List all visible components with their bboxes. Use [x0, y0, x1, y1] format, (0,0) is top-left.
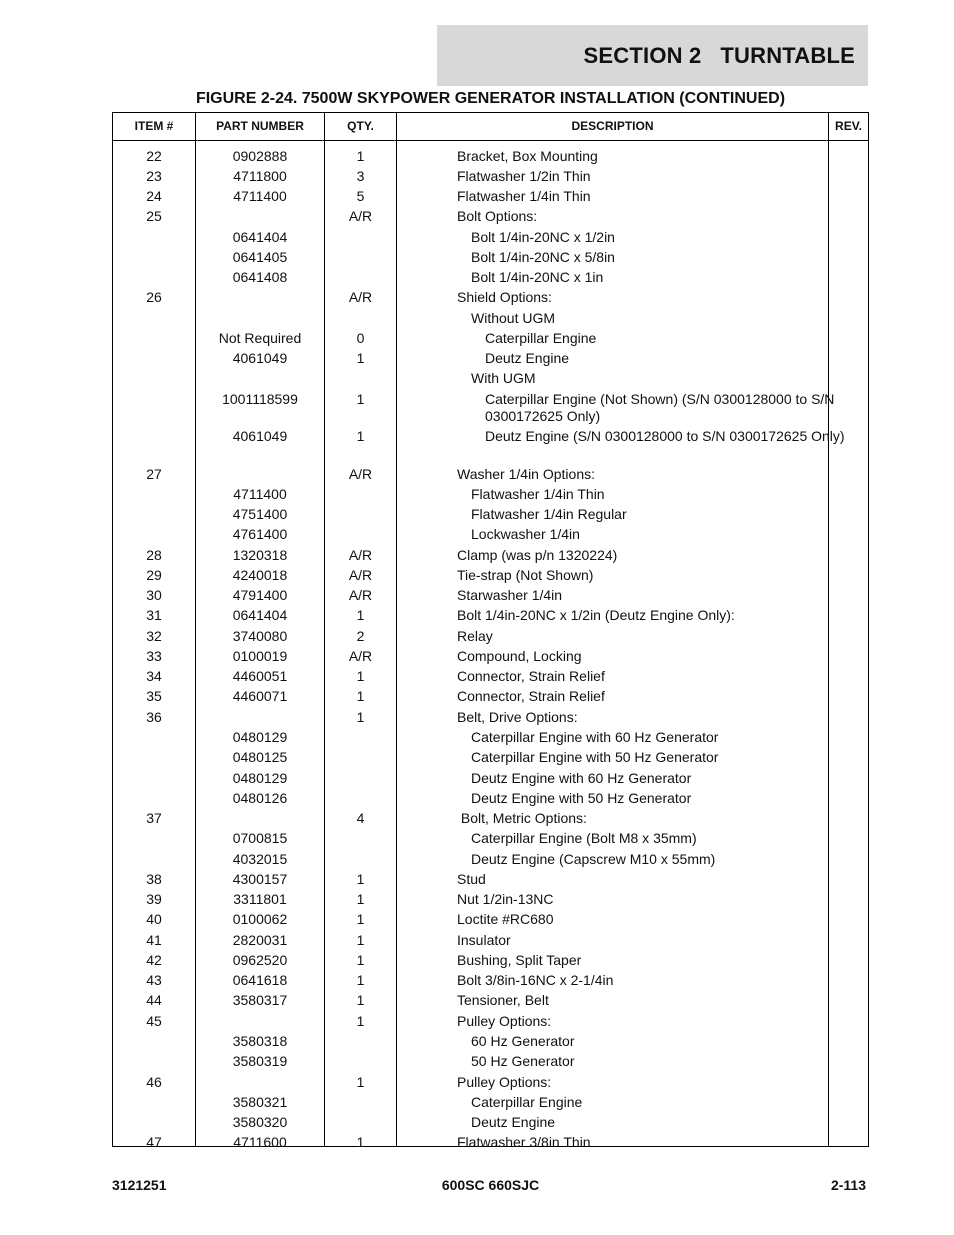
description-cell: Flatwasher 1/4in Thin — [471, 486, 605, 502]
part-number-cell: 4061049 — [232, 428, 288, 444]
item-number-cell: 39 — [146, 891, 162, 907]
header-part-number: PART NUMBER — [216, 119, 304, 133]
description-cell: Washer 1/4in Options: — [457, 466, 595, 482]
part-number-cell: 4061049 — [232, 350, 288, 366]
description-cell: Pulley Options: — [457, 1013, 552, 1029]
description-cell: Bolt 1/4in-20NC x 1/2in (Deutz Engine Only): — [457, 607, 735, 623]
quantity-cell: 1 — [356, 932, 365, 948]
part-number-cell: 4791400 — [232, 587, 288, 603]
description-cell: Bolt, Metric Options: — [457, 810, 587, 826]
part-number-cell: 4460071 — [232, 688, 288, 704]
description-cell: Deutz Engine (Capscrew M10 x 55mm) — [471, 851, 716, 867]
quantity-cell: 1 — [356, 428, 365, 444]
description-cell: Clamp (was p/n 1320224) — [457, 547, 618, 563]
part-number-cell: 3580317 — [232, 992, 288, 1008]
item-number-cell: 26 — [146, 289, 162, 305]
description-cell: Bolt 1/4in-20NC x 5/8in — [471, 249, 615, 265]
part-number-cell: 4761400 — [232, 526, 288, 542]
item-number-cell: 30 — [146, 587, 162, 603]
description-cell: Compound, Locking — [457, 648, 582, 664]
quantity-cell: 1 — [356, 992, 365, 1008]
part-number-cell: 3580320 — [232, 1114, 288, 1130]
description-cell: Bolt 1/4in-20NC x 1in — [471, 269, 604, 285]
part-number-cell: 0902888 — [232, 148, 288, 164]
description-cell: Shield Options: — [457, 289, 552, 305]
part-number-cell: 2820031 — [232, 932, 288, 948]
item-number-cell: 38 — [146, 871, 162, 887]
part-number-cell: 3740080 — [232, 628, 288, 644]
item-number-cell: 35 — [146, 688, 162, 704]
description-cell: Starwasher 1/4in — [457, 587, 563, 603]
part-number-cell: 0100019 — [232, 648, 288, 664]
part-number-cell: 4460051 — [232, 668, 288, 684]
quantity-cell: 0 — [356, 330, 365, 346]
part-number-cell: 4711400 — [233, 188, 287, 204]
part-number-cell: 3580318 — [232, 1033, 288, 1049]
item-number-cell: 42 — [146, 952, 162, 968]
part-number-cell: 1001118599 — [222, 391, 298, 407]
item-number-cell: 29 — [146, 567, 162, 583]
description-cell: Loctite #RC680 — [457, 911, 554, 927]
parts-table — [112, 112, 869, 1150]
item-number-cell: 45 — [146, 1013, 162, 1029]
description-cell: Caterpillar Engine (Not Shown) (S/N 0300128000 to S/N 0300172625 Only) — [485, 391, 839, 424]
quantity-cell: 1 — [356, 1013, 365, 1029]
item-number-cell: 43 — [146, 972, 162, 988]
description-cell: Belt, Drive Options: — [457, 709, 578, 725]
item-number-cell: 41 — [146, 932, 162, 948]
quantity-cell: 1 — [356, 972, 365, 988]
quantity-cell: 5 — [356, 188, 365, 204]
quantity-cell: 1 — [356, 709, 365, 725]
quantity-cell: 1 — [356, 391, 365, 407]
item-number-cell: 33 — [146, 648, 162, 664]
description-cell: Pulley Options: — [457, 1074, 552, 1090]
header-description: DESCRIPTION — [571, 119, 654, 133]
quantity-cell: A/R — [348, 567, 373, 583]
quantity-cell: 1 — [356, 952, 365, 968]
description-cell: Deutz Engine (S/N 0300128000 to S/N 0300172625 Only) — [485, 428, 845, 444]
quantity-cell: 1 — [356, 1074, 365, 1090]
description-cell: With UGM — [471, 370, 536, 386]
description-cell: Caterpillar Engine (Bolt M8 x 35mm) — [471, 830, 697, 846]
description-cell: Bolt Options: — [457, 208, 538, 224]
description-cell: 50 Hz Generator — [471, 1053, 575, 1069]
description-cell: Deutz Engine — [485, 350, 570, 366]
part-number-cell: 3311801 — [233, 891, 287, 907]
part-number-cell: 0480129 — [232, 729, 288, 745]
description-cell: 60 Hz Generator — [471, 1033, 575, 1049]
description-cell: Nut 1/2in-13NC — [457, 891, 554, 907]
quantity-cell: 1 — [356, 148, 365, 164]
description-cell: Tie-strap (Not Shown) — [457, 567, 594, 583]
quantity-cell: 1 — [356, 350, 365, 366]
quantity-cell: A/R — [348, 648, 373, 664]
description-cell: Flatwasher 1/4in Thin — [457, 188, 591, 204]
part-number-cell: 4240018 — [232, 567, 288, 583]
header-qty: QTY. — [347, 119, 374, 133]
part-number-cell: 0962520 — [232, 952, 288, 968]
part-number-cell: 0641404 — [232, 229, 288, 245]
description-cell: Caterpillar Engine with 50 Hz Generator — [471, 749, 719, 765]
part-number-cell: 0641405 — [232, 249, 288, 265]
quantity-cell: A/R — [348, 466, 373, 482]
part-number-cell: 4711600 — [233, 1134, 287, 1150]
part-number-cell: 0641404 — [232, 607, 288, 623]
part-number-cell: 4711400 — [233, 486, 287, 502]
part-number-cell: 0100062 — [232, 911, 288, 927]
footer-model: 600SC 660SJC — [441, 1177, 540, 1193]
quantity-cell: 2 — [356, 628, 365, 644]
header-item: ITEM # — [134, 119, 174, 133]
description-cell: Bushing, Split Taper — [457, 952, 582, 968]
description-cell: Lockwasher 1/4in — [471, 526, 580, 542]
description-cell: Caterpillar Engine with 60 Hz Generator — [471, 729, 719, 745]
quantity-cell: 1 — [356, 688, 365, 704]
item-number-cell: 24 — [146, 188, 162, 204]
part-number-cell: 4032015 — [232, 851, 288, 867]
description-cell: Insulator — [457, 932, 511, 948]
quantity-cell: A/R — [348, 289, 373, 305]
quantity-cell: 4 — [356, 810, 365, 826]
quantity-cell: 1 — [356, 668, 365, 684]
quantity-cell: A/R — [348, 587, 373, 603]
footer-page-number: 2-113 — [830, 1177, 866, 1193]
part-number-cell: 1320318 — [232, 547, 288, 563]
quantity-cell: 1 — [356, 891, 365, 907]
description-cell: Flatwasher 1/4in Regular — [471, 506, 627, 522]
section-title: SECTION 2 TURNTABLE — [583, 42, 855, 68]
item-number-cell: 44 — [146, 992, 162, 1008]
quantity-cell: A/R — [348, 208, 373, 224]
description-cell: Bracket, Box Mounting — [457, 148, 598, 164]
description-cell: Bolt 1/4in-20NC x 1/2in — [471, 229, 615, 245]
part-number-cell: 0700815 — [232, 830, 288, 846]
description-cell: Deutz Engine with 60 Hz Generator — [471, 770, 692, 786]
description-cell: Flatwasher 1/2in Thin — [457, 168, 591, 184]
quantity-cell: 1 — [356, 871, 365, 887]
item-number-cell: 31 — [146, 607, 162, 623]
part-number-cell: 4751400 — [232, 506, 288, 522]
part-number-cell: 4711800 — [233, 168, 287, 184]
column-divider — [396, 113, 397, 1146]
item-number-cell: 34 — [146, 668, 162, 684]
description-cell: Without UGM — [471, 310, 556, 326]
part-number-cell: Not Required — [218, 330, 302, 346]
item-number-cell: 40 — [146, 911, 162, 927]
description-cell: Caterpillar Engine — [485, 330, 597, 346]
quantity-cell: 1 — [356, 911, 365, 927]
part-number-cell: 0641408 — [232, 269, 288, 285]
item-number-cell: 28 — [146, 547, 162, 563]
part-number-cell: 4300157 — [232, 871, 288, 887]
header-rev: REV. — [835, 119, 862, 133]
item-number-cell: 27 — [146, 466, 162, 482]
description-cell: Relay — [457, 628, 493, 644]
description-cell: Caterpillar Engine — [471, 1094, 583, 1110]
quantity-cell: 1 — [356, 607, 365, 623]
description-cell: Stud — [457, 871, 486, 887]
part-number-cell: 3580321 — [232, 1094, 288, 1110]
part-number-cell: 0641618 — [232, 972, 288, 988]
part-number-cell: 0480126 — [232, 790, 288, 806]
description-cell: Deutz Engine — [471, 1114, 556, 1130]
footer-document-number: 3121251 — [112, 1177, 167, 1193]
item-number-cell: 22 — [146, 148, 162, 164]
quantity-cell: A/R — [348, 547, 373, 563]
item-number-cell: 37 — [146, 810, 162, 826]
item-number-cell: 46 — [146, 1074, 162, 1090]
item-number-cell: 25 — [146, 208, 162, 224]
item-number-cell: 36 — [146, 709, 162, 725]
quantity-cell: 3 — [356, 168, 365, 184]
part-number-cell: 0480125 — [232, 749, 288, 765]
section-header — [437, 25, 868, 86]
description-cell: Bolt 3/8in-16NC x 2-1/4in — [457, 972, 614, 988]
part-number-cell: 0480129 — [232, 770, 288, 786]
figure-title: FIGURE 2-24. 7500W SKYPOWER GENERATOR INSTALLATION (CONTINUED) — [195, 90, 786, 107]
description-cell: Tensioner, Belt — [457, 992, 549, 1008]
item-number-cell: 23 — [146, 168, 162, 184]
table-header-row — [113, 113, 868, 141]
item-number-cell: 32 — [146, 628, 162, 644]
description-cell: Deutz Engine with 50 Hz Generator — [471, 790, 692, 806]
description-cell: Connector, Strain Relief — [457, 668, 605, 684]
quantity-cell: 1 — [356, 1134, 365, 1150]
part-number-cell: 3580319 — [232, 1053, 288, 1069]
item-number-cell: 47 — [146, 1134, 162, 1150]
description-cell: Flatwasher 3/8in Thin — [457, 1134, 591, 1150]
column-divider — [828, 113, 829, 1146]
description-cell: Connector, Strain Relief — [457, 688, 605, 704]
